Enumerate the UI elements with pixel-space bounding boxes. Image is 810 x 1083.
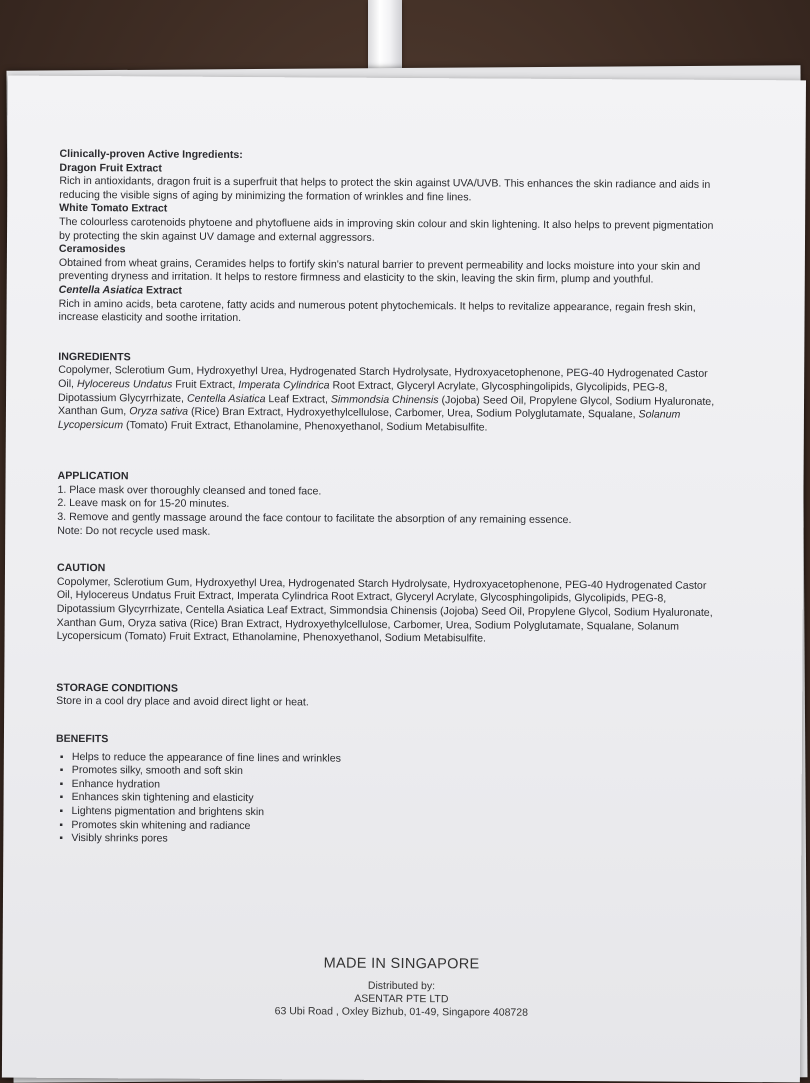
- storage-section: [56, 682, 716, 713]
- white-tomato-title: White Tomato Extract: [59, 202, 168, 215]
- active-ingredients-heading: Clinically-proven Active Ingredients:: [59, 147, 243, 161]
- application-section: [57, 470, 717, 542]
- benefit-item: ▪ Promotes silky, smooth and soft skin: [60, 764, 716, 782]
- ingredients-part-italic: Solanum Lycopersicum: [57, 408, 681, 431]
- benefits-list: [55, 750, 716, 849]
- ingredients-part-italic: Simmondsia Chinensis: [330, 393, 439, 406]
- ingredients-part-italic: Imperata Cylindrica: [238, 378, 330, 392]
- benefit-item: ▪ Lightens pigmentation and brightens skin: [59, 805, 715, 823]
- storage-text: Store in a cool dry place and avoid direct light or heat.: [56, 695, 309, 709]
- dragon-fruit-title: Dragon Fruit Extract: [59, 161, 162, 175]
- ceramosides-text: Obtained from wheat grains, Ceramides helps to fortify skin's natural barrier to prevent permeability and locks moisture into your skin and preventing dryness and irritation. It helps to restore firmness and elasticity to the skin, leaving the skin firm, plump and youthful.: [58, 256, 701, 286]
- made-in-label: MADE IN SINGAPORE: [323, 955, 480, 973]
- application-step-2: 2. Leave mask on for 15-20 minutes.: [57, 497, 230, 511]
- caution-text: Copolymer, Sclerotium Gum, Hydroxyethyl Urea, Hydrogenated Starch Hydrolysate, Hydroxyacetophenone, PEG-40 Hydrogenated Castor Oil, Hylocereus Undatus Fruit Extract, Imperata Cylindrica Root Extract, Glyceryl Acrylate, Glycosphingolipids, Glycolipids, PEG-8, Dipotassium Glycyrrhizate, Centella Asiatica Leaf Extract, Simmondsia Chinensis (Jojoba) Seed Oil, Propylene Glycol, Sodium Hyaluronate, Xanthan Gum, Oryza sativa (Rice) Bran Extract, Hydroxyethylcellulose, Carbomer, Urea, Sodium Polyglutamate, Squalane, Solanum Lycopersicum (Tomato) Fruit Extract, Ethanolamine, Phenoxyethanol, Sodium Metabisulfite.: [56, 575, 713, 645]
- benefit-item: ▪ Enhances skin tightening and elasticity: [60, 791, 716, 809]
- benefits-section: [55, 733, 716, 850]
- centella-title-italic: Centella Asiatica: [58, 283, 144, 297]
- card-content: [55, 148, 719, 850]
- benefits-heading: BENEFITS: [55, 732, 109, 746]
- distributor-block: [2, 978, 800, 1022]
- ingredients-heading: INGREDIENTS: [58, 350, 131, 364]
- storage-heading: STORAGE CONDITIONS: [56, 681, 178, 695]
- benefit-item: ▪ Enhance hydration: [60, 778, 716, 796]
- ingredients-part: Fruit Extract,: [172, 378, 239, 391]
- active-ingredients-section: [58, 148, 719, 329]
- ingredients-part: (Rice) Bran Extract, Hydroxyethylcellulose, Carbomer, Urea, Sodium Polyglutamate, Squalane,: [188, 405, 639, 421]
- benefit-item: ▪ Helps to reduce the appearance of fine lines and wrinkles: [60, 750, 716, 768]
- distributed-by-label: Distributed by:: [367, 979, 436, 993]
- ingredients-part-italic: Oryza sativa: [129, 405, 189, 418]
- white-tomato-text: The colourless carotenoids phytoene and phytofluene aids in improving skin colour and skin lightening. It also helps to prevent pigmentation by protecting the skin against UV damage and external aggressors.: [58, 215, 714, 244]
- company-name: ASENTAR PTE LTD: [354, 992, 449, 1006]
- caution-section: [57, 562, 717, 648]
- ingredients-part-italic: Centella Asiatica: [186, 392, 266, 405]
- application-note: Note: Do not recycle used mask.: [57, 524, 211, 538]
- ingredients-part: Copolymer, Sclerotium Gum, Hydroxyethyl Urea, Hydrogenated Starch Hydrolysate, Hydroxyacetophenone, PEG-40 Hydrogenated Castor Oil,: [58, 364, 708, 390]
- product-insert-card: [2, 76, 806, 1083]
- centella-text: Rich in amino acids, beta carotene, fatty acids and numerous potent phytochemicals. It helps to revitalize appearance, regain fresh skin, increase elasticity and soothe irritation.: [58, 297, 696, 325]
- centella-title-rest: Extract: [143, 284, 183, 297]
- ingredients-part: (Jojoba) Seed Oil, Propylene Glycol, Sodium Hyaluronate, Xanthan Gum,: [57, 393, 715, 418]
- application-step-3: 3. Remove and gently massage around the face contour to facilitate the absorption of any remaining essence.: [57, 510, 572, 527]
- ingredients-part: (Tomato) Fruit Extract, Ethanolamine, Phenoxyethanol, Sodium Metabisulfite.: [123, 418, 488, 434]
- application-step-1: 1. Place mask over thoroughly cleansed and toned face.: [57, 483, 322, 498]
- ingredients-text: [58, 364, 718, 436]
- benefit-item: ▪ Promotes skin whitening and radiance: [59, 818, 715, 836]
- ingredients-part-italic: Hylocereus Undatus: [76, 377, 173, 391]
- benefit-item: ▪ Visibly shrinks pores: [59, 832, 715, 850]
- application-heading: APPLICATION: [57, 470, 129, 483]
- ingredients-part: Leaf Extract,: [265, 392, 331, 406]
- ceramosides-title: Ceramosides: [58, 243, 126, 256]
- ingredients-section: [58, 351, 718, 437]
- dragon-fruit-text: Rich in antioxidants, dragon fruit is a superfruit that helps to protect the skin against UVA/UVB. This enhances the skin radiance and aids in reducing the visible signs of aging by minimizing the formation of wrinkles and fine lines.: [59, 175, 711, 204]
- ingredients-part: Root Extract, Glyceryl Acrylate, Glycosphingolipids, Glycolipids, PEG-8, Dipotassium Glycyrrhizate,: [58, 379, 668, 405]
- caution-heading: CAUTION: [56, 562, 106, 575]
- company-address: 63 Ubi Road , Oxley Bizhub, 01-49, Singapore 408728: [274, 1005, 529, 1019]
